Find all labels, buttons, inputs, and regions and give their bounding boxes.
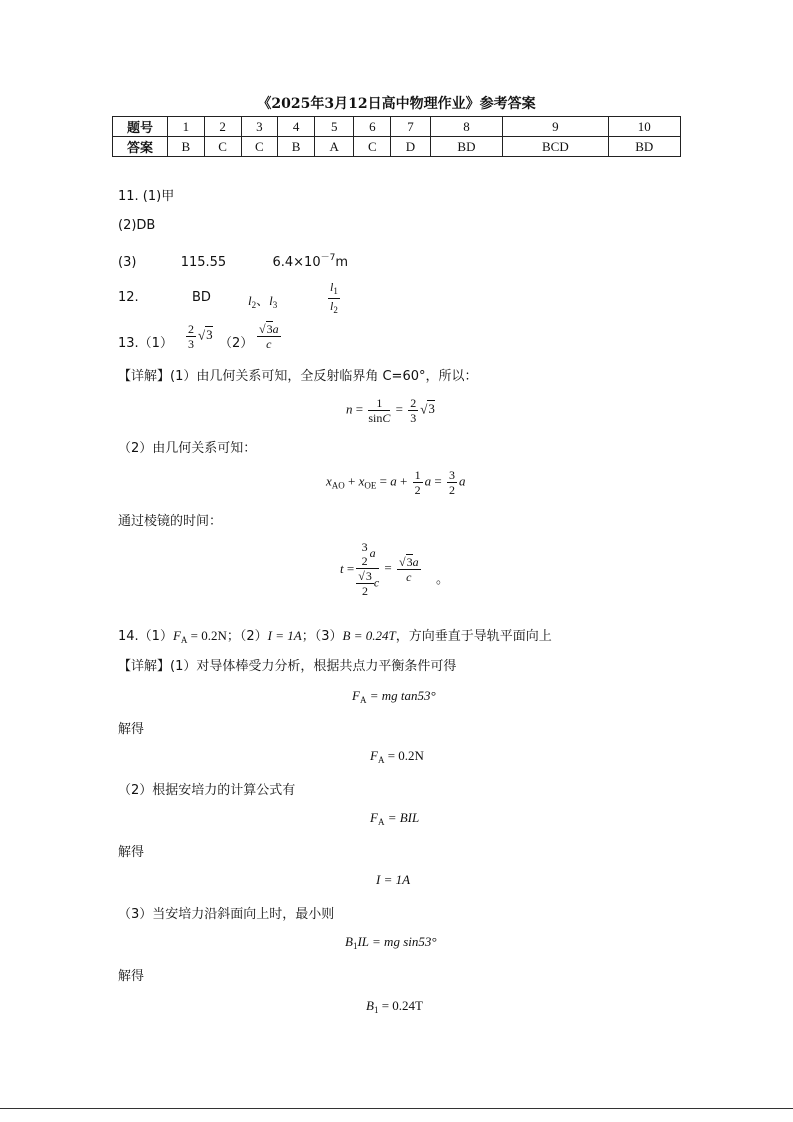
q12-frac-den: l [330, 299, 334, 313]
q14-force-rhs: = mg tan53° [369, 688, 436, 703]
q14-ampere-symbol: F [370, 810, 378, 825]
q12-answer2-sub-a: 2 [251, 300, 257, 310]
answer-cell: D [391, 137, 430, 157]
answer-cell: BCD [503, 137, 608, 157]
q14-formula-ampere [370, 810, 419, 827]
q12-frac-num-sub: 1 [333, 286, 338, 296]
q14-formula-min [345, 934, 437, 951]
q13-formula-n: n = $\frac{1}{\sin C}$ = $\frac{2}{3}$ √3 [346, 396, 435, 425]
q14-summary-sep3: ；（3） [301, 629, 343, 644]
q13-label: 13.（1） [118, 336, 173, 351]
q11-value-a: 115.55 [180, 255, 227, 270]
q14-ampere-rhs: = BIL [387, 810, 420, 825]
q14-summary-value1: = 0.2N [190, 628, 227, 643]
q12-answer2-symbol-a: l [248, 293, 252, 308]
q13-end-mark: 。 [436, 572, 450, 587]
q11-value-b-mantissa: 6.4×10 [272, 255, 321, 270]
q11-line1: 11. (1)甲 [118, 189, 175, 204]
q14-formula-force [352, 688, 436, 705]
question-number-row [113, 117, 681, 137]
q14-detail1: 【详解】(1）对导体棒受力分析，根据共点力平衡条件可得 [118, 659, 457, 674]
answer-cell: C [204, 137, 241, 157]
q12-answer1: BD [192, 290, 211, 305]
answer-cell: B [168, 137, 205, 157]
q13-answer2-formula: $\frac{√3a}{c}$ [259, 322, 279, 351]
answer-cell: B [278, 137, 315, 157]
q14-min-symbol: B [345, 934, 353, 949]
q14-force-result-value: = 0.2N [387, 748, 424, 763]
question-number-cell: 4 [278, 117, 315, 137]
q12-frac-den-sub: 2 [333, 305, 338, 315]
q11-part3-label: (3) [118, 255, 137, 270]
q13-answer1-formula: $\frac{2}{3}$ √3 [188, 322, 213, 351]
q14-min-rhs: IL = mg sin53° [357, 934, 437, 949]
document-title: 《2025年3月12日高中物理作业》参考答案 [257, 96, 536, 112]
q14-solve3: 解得 [118, 969, 145, 984]
question-number-cell: 7 [391, 117, 430, 137]
q13-part2-label: （2） [219, 336, 254, 351]
q11-value-b-exponent: －7 [320, 253, 336, 263]
q14-detail3: （3）当安培力沿斜面向上时，最小则 [118, 907, 335, 922]
q14-force-symbol: F [352, 688, 360, 703]
question-number-cell: 8 [430, 117, 502, 137]
q14-ampere-sub: A [377, 817, 385, 827]
q14-force-sub: A [359, 695, 367, 705]
q14-min-sub: 1 [352, 941, 358, 951]
question-number-cell: 2 [204, 117, 241, 137]
question-number-cell: 6 [354, 117, 391, 137]
q14-formula-force-result [370, 748, 424, 765]
q13-detail3: 通过棱镜的时间： [118, 514, 223, 529]
q14-B1-sub: 1 [373, 1005, 379, 1015]
q12-answer2-separator: 、 [256, 293, 270, 308]
q13-formula-distance: $x_{AO} + x_{OE} = a$ + $\frac{1}{2}$ a = $\frac{3}{2}$ a [326, 468, 466, 497]
question-number-cell: 3 [241, 117, 278, 137]
q11-value-b-unit: m [335, 255, 348, 270]
q14-force-result-symbol: F [370, 748, 378, 763]
q14-summary-FA: F [172, 628, 181, 643]
question-number-cell: 1 [168, 117, 205, 137]
q13-detail1: 【详解】(1）由几何关系可知，全反射临界角 C=60°，所以： [118, 369, 478, 384]
answer-cell: A [315, 137, 354, 157]
q14-summary-value2: I = 1A [267, 628, 302, 643]
answer-table [112, 116, 681, 157]
q14-detail2: （2）根据安培力的计算公式有 [118, 783, 296, 798]
q14-force-result-sub: A [377, 755, 385, 765]
q14-solve2: 解得 [118, 845, 145, 860]
question-number-cell: 10 [608, 117, 680, 137]
answer-cell: BD [430, 137, 502, 157]
q14-summary-sep2: ；（2） [226, 629, 268, 644]
q12-label: 12. [118, 290, 139, 305]
q12-answer2 [248, 290, 277, 310]
q11-line3 [118, 250, 348, 270]
answer-cell: C [354, 137, 391, 157]
q12-frac-num: l [330, 280, 334, 294]
q12-answer2-symbol-b: l [269, 293, 273, 308]
row-label-question-number: 题号 [113, 117, 168, 137]
q12-answer3-fraction [326, 280, 342, 317]
q13-detail2: （2）由几何关系可知： [118, 441, 257, 456]
q14-summary-direction: ，方向垂直于导轨平面向上 [395, 629, 552, 644]
question-number-cell: 5 [315, 117, 354, 137]
q14-formula-current: I = 1A [376, 872, 411, 887]
q14-B1-symbol: B [366, 998, 374, 1013]
q14-summary-label: 14.（1） [118, 629, 173, 644]
q14-solve1: 解得 [118, 722, 145, 737]
answer-cell: C [241, 137, 278, 157]
row-label-answer: 答案 [113, 137, 168, 157]
q14-summary-FA-sub: A [180, 635, 188, 645]
footer-divider [0, 1108, 793, 1109]
q14-B1-value: = 0.24T [381, 998, 423, 1013]
q14-summary [118, 625, 552, 645]
q13-summary [118, 332, 173, 351]
q13-formula-time: t = 3 2 a $\frac{√3}{2}$ c = $\frac{√3a}{c}$ [340, 540, 419, 598]
q11-line2: (2)DB [118, 218, 156, 233]
q14-summary-value3: B = 0.24T [342, 628, 396, 643]
q14-formula-B1 [366, 998, 423, 1015]
answer-cell: BD [608, 137, 680, 157]
answer-row [113, 137, 681, 157]
question-number-cell: 9 [503, 117, 608, 137]
q12-answer2-sub-b: 3 [272, 300, 278, 310]
